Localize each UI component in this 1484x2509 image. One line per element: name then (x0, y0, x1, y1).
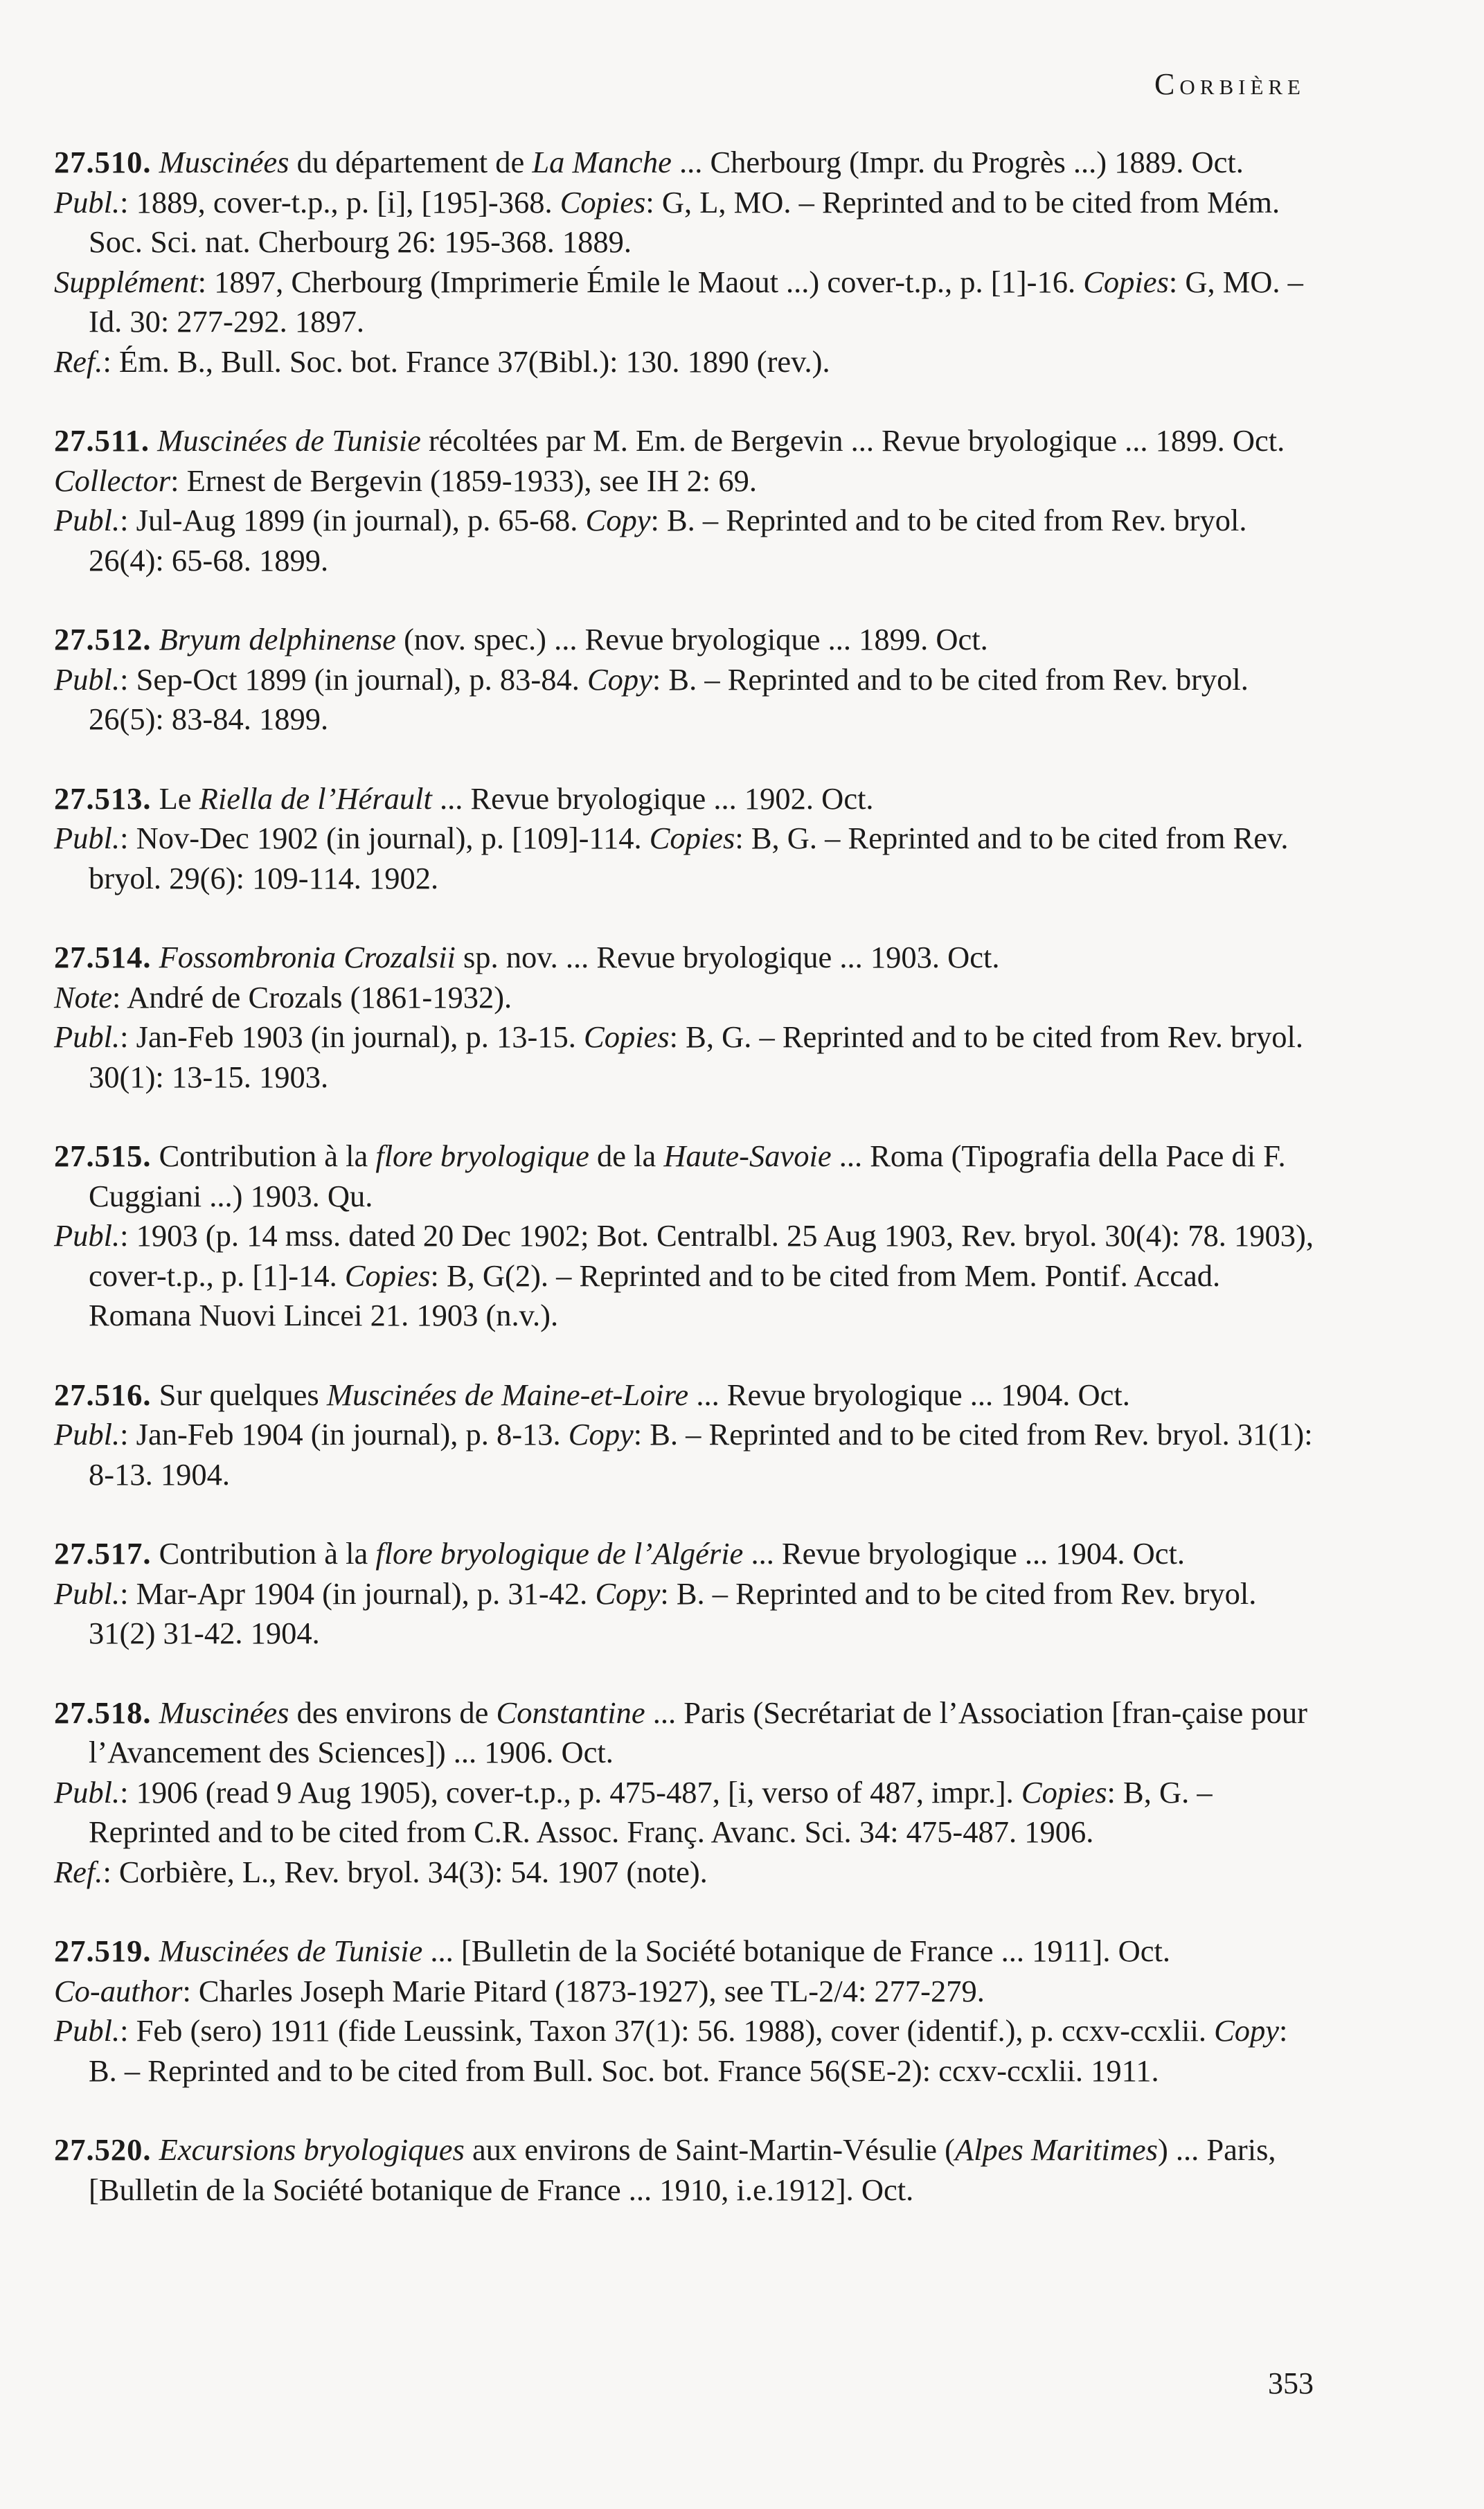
entry-title-text: du département de (289, 145, 533, 179)
entry-number: 27.515. (54, 1139, 152, 1173)
entry-title (54, 1136, 1314, 1216)
entry-note (54, 1773, 1314, 1852)
note-text: : Jul-Aug 1899 (in journal), p. 65-68. (120, 503, 586, 537)
bibliography-entry (54, 1136, 1314, 1336)
entry-note (54, 819, 1314, 898)
note-text: : Mar-Apr 1904 (in journal), p. 31-42. (120, 1575, 596, 1611)
entry-title-italic: Excursions bryologiques (159, 2132, 465, 2167)
entry-title (54, 938, 1314, 978)
entry-note (54, 1216, 1314, 1336)
entry-title-text: ... Paris (Secrétariat de l’Association [fran-çaise pour l’Avancement des Sciences]) ... 1906. Oct. (89, 1695, 1308, 1769)
note-text: : 1897, Cherbourg (Imprimerie Émile le Maout ...) cover-t.p., p. [1]-16. (197, 264, 1084, 299)
note-label: Publ. (54, 1218, 120, 1253)
note-label: Collector (54, 463, 171, 498)
note-text: : Jan-Feb 1904 (in journal), p. 8-13. (120, 1417, 569, 1452)
note-text: : Sep-Oct 1899 (in journal), p. 83-84. (120, 661, 587, 697)
note-text: : 1889, cover-t.p., p. [i], [195]-368. (120, 184, 560, 220)
entry-note (54, 2011, 1314, 2091)
note-text: : B. – Reprinted and to be cited from Rev. bryol. 31(1): 8-13. 1904. (89, 1417, 1313, 1492)
bibliography-entry (54, 1375, 1314, 1495)
entry-title-text: (nov. spec.) ... Revue bryologique ... 1899. Oct. (395, 622, 988, 657)
entry-title-text: ... Revue bryologique ... 1904. Oct. (743, 1536, 1186, 1571)
note-label: Copies (1021, 1774, 1107, 1810)
entry-title-italic: Fossombronia Crozalsii (159, 940, 456, 974)
note-label: Copies (560, 184, 646, 220)
entry-title (54, 421, 1314, 461)
entry-title (54, 1534, 1314, 1574)
entry-title-italic: Muscinées (159, 145, 289, 179)
note-label: Copies (344, 1258, 431, 1293)
entry-title-italic: Muscinées de Tunisie (159, 1934, 423, 1968)
note-text: : Jan-Feb 1903 (in journal), p. 13-15. (120, 1019, 584, 1054)
note-text: : B. – Reprinted and to be cited from Bull. Soc. bot. France 56(SE-2): ccxv-ccxlii. 1911. (89, 2013, 1288, 2088)
note-label: Copy (587, 661, 652, 697)
note-text: : G, MO. – Id. 30: 277-292. 1897. (89, 264, 1303, 339)
note-text: : G, L, MO. – Reprinted and to be cited from Mém. Soc. Sci. nat. Cherbourg 26: 195-368. 1889. (89, 184, 1280, 259)
bibliography-entry (54, 620, 1314, 740)
note-label: Publ. (54, 1575, 120, 1611)
entry-title-italic: Bryum delphinense (159, 622, 396, 657)
note-label: Publ. (54, 1774, 120, 1810)
entry-title (54, 620, 1314, 660)
note-label: Copies (649, 821, 735, 855)
entry-number: 27.519. (54, 1934, 152, 1968)
bibliography-entries (54, 143, 1314, 2249)
entry-title-text: ... Cherbourg (Impr. du Progrès ...) 1889. Oct. (671, 145, 1244, 179)
note-label: Publ. (54, 2013, 120, 2048)
entry-note (54, 1017, 1314, 1097)
entry-title-text: ... Roma (Tipografia della Pace di F. Cuggiani ...) 1903. Qu. (89, 1139, 1286, 1213)
entry-title-text: Sur quelques (159, 1377, 327, 1412)
note-label: Copy (595, 1575, 661, 1611)
entry-title-italic: Muscinées (159, 1695, 289, 1730)
entry-title-text: sp. nov. ... Revue bryologique ... 1903. Oct. (455, 940, 1000, 974)
note-label: Publ. (54, 503, 120, 537)
entry-note (54, 1852, 1314, 1893)
note-text: : Ém. B., Bull. Soc. bot. France 37(Bibl.): 130. 1890 (rev.). (102, 343, 830, 379)
note-label: Ref. (54, 1854, 103, 1889)
bibliography-entry (54, 2130, 1314, 2210)
entry-title-italic: flore bryologique de l’Algérie (375, 1536, 744, 1571)
entry-title-italic: La Manche (532, 145, 672, 179)
entry-number: 27.512. (54, 622, 152, 657)
bibliography-entry (54, 143, 1314, 382)
entry-note (54, 501, 1314, 580)
note-label: Co-author (54, 1973, 183, 2008)
note-text: : B, G. – Reprinted and to be cited from Rev. bryol. 30(1): 13-15. 1903. (89, 1019, 1304, 1094)
entry-title (54, 143, 1314, 183)
note-text: : 1903 (p. 14 mss. dated 20 Dec 1902; Bot. Centralbl. 25 Aug 1903, Rev. bryol. 30(4): 78. 1903), cover-t.p., p. [1]-14. (89, 1218, 1314, 1293)
note-label: Publ. (54, 184, 120, 220)
entry-number: 27.511. (54, 423, 150, 458)
entry-title (54, 779, 1314, 819)
entry-number: 27.510. (54, 145, 152, 179)
note-label: Copies (584, 1019, 670, 1054)
running-head: Corbière (1154, 67, 1305, 101)
entry-title-text: récoltées par M. Em. de Bergevin ... Revue bryologique ... 1899. Oct. (420, 423, 1285, 458)
entry-title-text: Contribution à la (159, 1139, 376, 1173)
note-text: : B, G(2). – Reprinted and to be cited from Mem. Pontif. Accad. Romana Nuovi Lincei 21. 1903 (n.v.). (89, 1258, 1221, 1332)
note-label: Note (54, 979, 113, 1015)
entry-title-italic: Muscinées de Maine-et-Loire (326, 1377, 689, 1412)
entry-note (54, 1574, 1314, 1654)
entry-note (54, 978, 1314, 1018)
entry-note (54, 183, 1314, 262)
note-label: Ref. (54, 343, 103, 379)
bibliography-entry (54, 1693, 1314, 1893)
entry-note (54, 461, 1314, 501)
note-text: : 1906 (read 9 Aug 1905), cover-t.p., p. 475-487, [i, verso of 487, impr.]. (120, 1774, 1021, 1810)
note-label: Supplément (54, 264, 198, 299)
note-label: Publ. (54, 661, 120, 697)
note-text: : Nov-Dec 1902 (in journal), p. [109]-114. (120, 821, 650, 855)
entry-title-italic: Haute-Savoie (663, 1139, 832, 1173)
entry-title-text: ... Revue bryologique ... 1904. Oct. (688, 1377, 1130, 1412)
note-label: Publ. (54, 1417, 120, 1452)
note-text: : Corbière, L., Rev. bryol. 34(3): 54. 1907 (note). (102, 1854, 708, 1889)
note-label: Copy (568, 1417, 634, 1452)
entry-title-text: ) ... Paris, [Bulletin de la Société botanique de France ... 1910, i.e.1912]. Oct. (89, 2132, 1276, 2207)
note-label: Publ. (54, 821, 120, 855)
entry-note (54, 1972, 1314, 2012)
entry-note (54, 342, 1314, 382)
entry-number: 27.520. (54, 2132, 152, 2167)
entry-number: 27.516. (54, 1377, 152, 1412)
note-text: : Charles Joseph Marie Pitard (1873-1927), see TL-2/4: 277-279. (182, 1973, 985, 2008)
page-number: 353 (1268, 2366, 1314, 2400)
entry-title-text: de la (589, 1139, 664, 1173)
entry-title (54, 1375, 1314, 1416)
entry-title (54, 1693, 1314, 1773)
entry-number: 27.514. (54, 940, 152, 974)
bibliography-entry (54, 1931, 1314, 2091)
entry-title-text: des environs de (289, 1695, 497, 1730)
note-text: : André de Crozals (1861-1932). (112, 979, 512, 1015)
entry-note (54, 262, 1314, 342)
entry-title-text: Le (159, 780, 199, 816)
note-label: Publ. (54, 1019, 120, 1054)
bibliography-entry (54, 1534, 1314, 1654)
note-text: : B. – Reprinted and to be cited from Rev. bryol. 26(4): 65-68. 1899. (89, 503, 1247, 578)
entry-number: 27.517. (54, 1536, 152, 1571)
note-text: : B, G. – Reprinted and to be cited from C.R. Assoc. Franç. Avanc. Sci. 34: 475-487. 1906. (89, 1774, 1213, 1849)
entry-number: 27.513. (54, 780, 152, 816)
entry-number: 27.518. (54, 1695, 152, 1730)
entry-title-italic: Alpes Maritimes (955, 2132, 1158, 2167)
bibliography-entry (54, 938, 1314, 1097)
entry-title-italic: Constantine (496, 1695, 645, 1730)
note-label: Copy (1214, 2013, 1280, 2048)
note-text: : Feb (sero) 1911 (fide Leussink, Taxon 37(1): 56. 1988), cover (identif.), p. ccxv-ccxlii. (120, 2013, 1215, 2048)
entry-note (54, 1415, 1314, 1494)
note-text: : Ernest de Bergevin (1859-1933), see IH 2: 69. (170, 463, 758, 498)
entry-title (54, 2130, 1314, 2210)
bibliography-entry (54, 779, 1314, 899)
entry-title-text: ... Revue bryologique ... 1902. Oct. (431, 780, 874, 816)
entry-note (54, 660, 1314, 740)
note-label: Copies (1083, 264, 1169, 299)
note-text: : B. – Reprinted and to be cited from Rev. bryol. 26(5): 83-84. 1899. (89, 661, 1249, 736)
entry-title-italic: flore bryologique (375, 1139, 589, 1173)
note-text: : B. – Reprinted and to be cited from Rev. bryol. 31(2) 31-42. 1904. (89, 1575, 1257, 1650)
entry-title-italic: Riella de l’Hérault (199, 780, 432, 816)
entry-title-text: Contribution à la (159, 1536, 376, 1571)
entry-title-text: ... [Bulletin de la Société botanique de France ... 1911]. Oct. (422, 1934, 1170, 1968)
entry-title-text: aux environs de Saint-Martin-Vésulie ( (464, 2132, 955, 2167)
note-label: Copy (585, 503, 651, 537)
note-text: : B, G. – Reprinted and to be cited from Rev. bryol. 29(6): 109-114. 1902. (89, 821, 1289, 895)
entry-title-italic: Muscinées de Tunisie (157, 423, 421, 458)
bibliography-entry (54, 421, 1314, 580)
entry-title (54, 1931, 1314, 1972)
